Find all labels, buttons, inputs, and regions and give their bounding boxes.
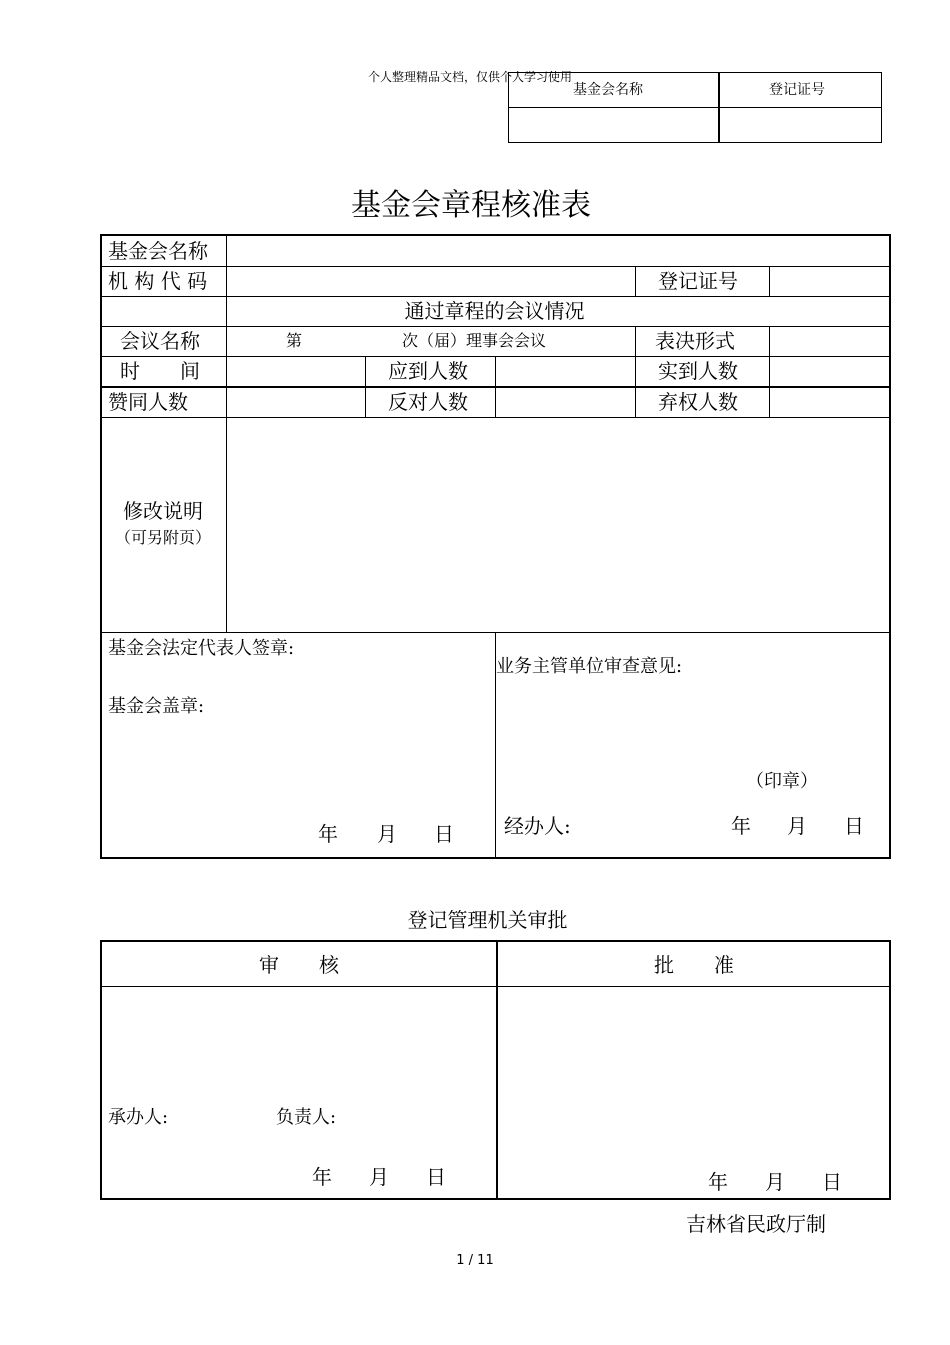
time-label: 时 间 (120, 359, 200, 383)
meeting-prefix: 第 (286, 331, 303, 350)
top-foundation-name-label: 基金会名称 (573, 82, 643, 98)
top-info-box (508, 72, 882, 143)
review-date-month: 月 (369, 1165, 389, 1189)
date-day-left: 日 (434, 822, 454, 846)
date-month-left: 月 (377, 822, 397, 846)
approval-form-table (100, 234, 891, 859)
meeting-suffix: 次（届）理事会会议 (402, 331, 547, 350)
expected-count-label: 应到人数 (388, 359, 468, 383)
supervisor-opinion-label: 业务主管单位审查意见: (496, 656, 683, 677)
review-date-year: 年 (312, 1165, 332, 1189)
foundation-name-label: 基金会名称 (108, 239, 208, 263)
legal-rep-signature-label: 基金会法定代表人签章: (108, 638, 295, 659)
header-note: 个人整理精品文档，仅供个人学习使用 (368, 70, 573, 84)
review-header: 审 核 (259, 953, 339, 977)
registration-approval-table (100, 940, 891, 1200)
meeting-name-label: 会议名称 (120, 329, 200, 353)
oppose-count-label: 反对人数 (388, 390, 468, 414)
approval-section-title: 登记管理机关审批 (407, 908, 568, 932)
vote-form-label: 表决形式 (655, 329, 735, 353)
page-title: 基金会章程核准表 (351, 188, 591, 223)
date-day-right: 日 (844, 814, 864, 838)
issuer-footer: 吉林省民政厅制 (686, 1212, 826, 1236)
stamp-label: （印章） (746, 771, 818, 792)
responsible-label: 负责人: (276, 1107, 337, 1128)
abstain-count-label: 弃权人数 (658, 390, 738, 414)
actual-count-label: 实到人数 (658, 359, 738, 383)
foundation-seal-label: 基金会盖章: (108, 696, 205, 717)
handler-label: 经办人: (504, 814, 571, 838)
agree-count-label: 赞同人数 (108, 390, 188, 414)
meeting-section-title: 通过章程的会议情况 (404, 299, 585, 323)
date-month-right: 月 (787, 814, 807, 838)
revision-note: （可另附页） (115, 528, 212, 547)
revision-label: 修改说明 (123, 499, 203, 523)
top-reg-no-label: 登记证号 (769, 82, 825, 98)
page-number: 1 / 11 (456, 1253, 494, 1268)
approve-date-month: 月 (765, 1170, 785, 1194)
approve-date-day: 日 (822, 1170, 842, 1194)
undertaker-label: 承办人: (108, 1107, 169, 1128)
date-year-right: 年 (731, 814, 751, 838)
approve-header: 批 准 (654, 953, 734, 977)
date-year-left: 年 (318, 822, 338, 846)
review-date-day: 日 (426, 1165, 446, 1189)
reg-no-label: 登记证号 (658, 269, 738, 293)
org-code-label: 机 构 代 码 (108, 269, 208, 293)
approve-date-year: 年 (708, 1170, 728, 1194)
